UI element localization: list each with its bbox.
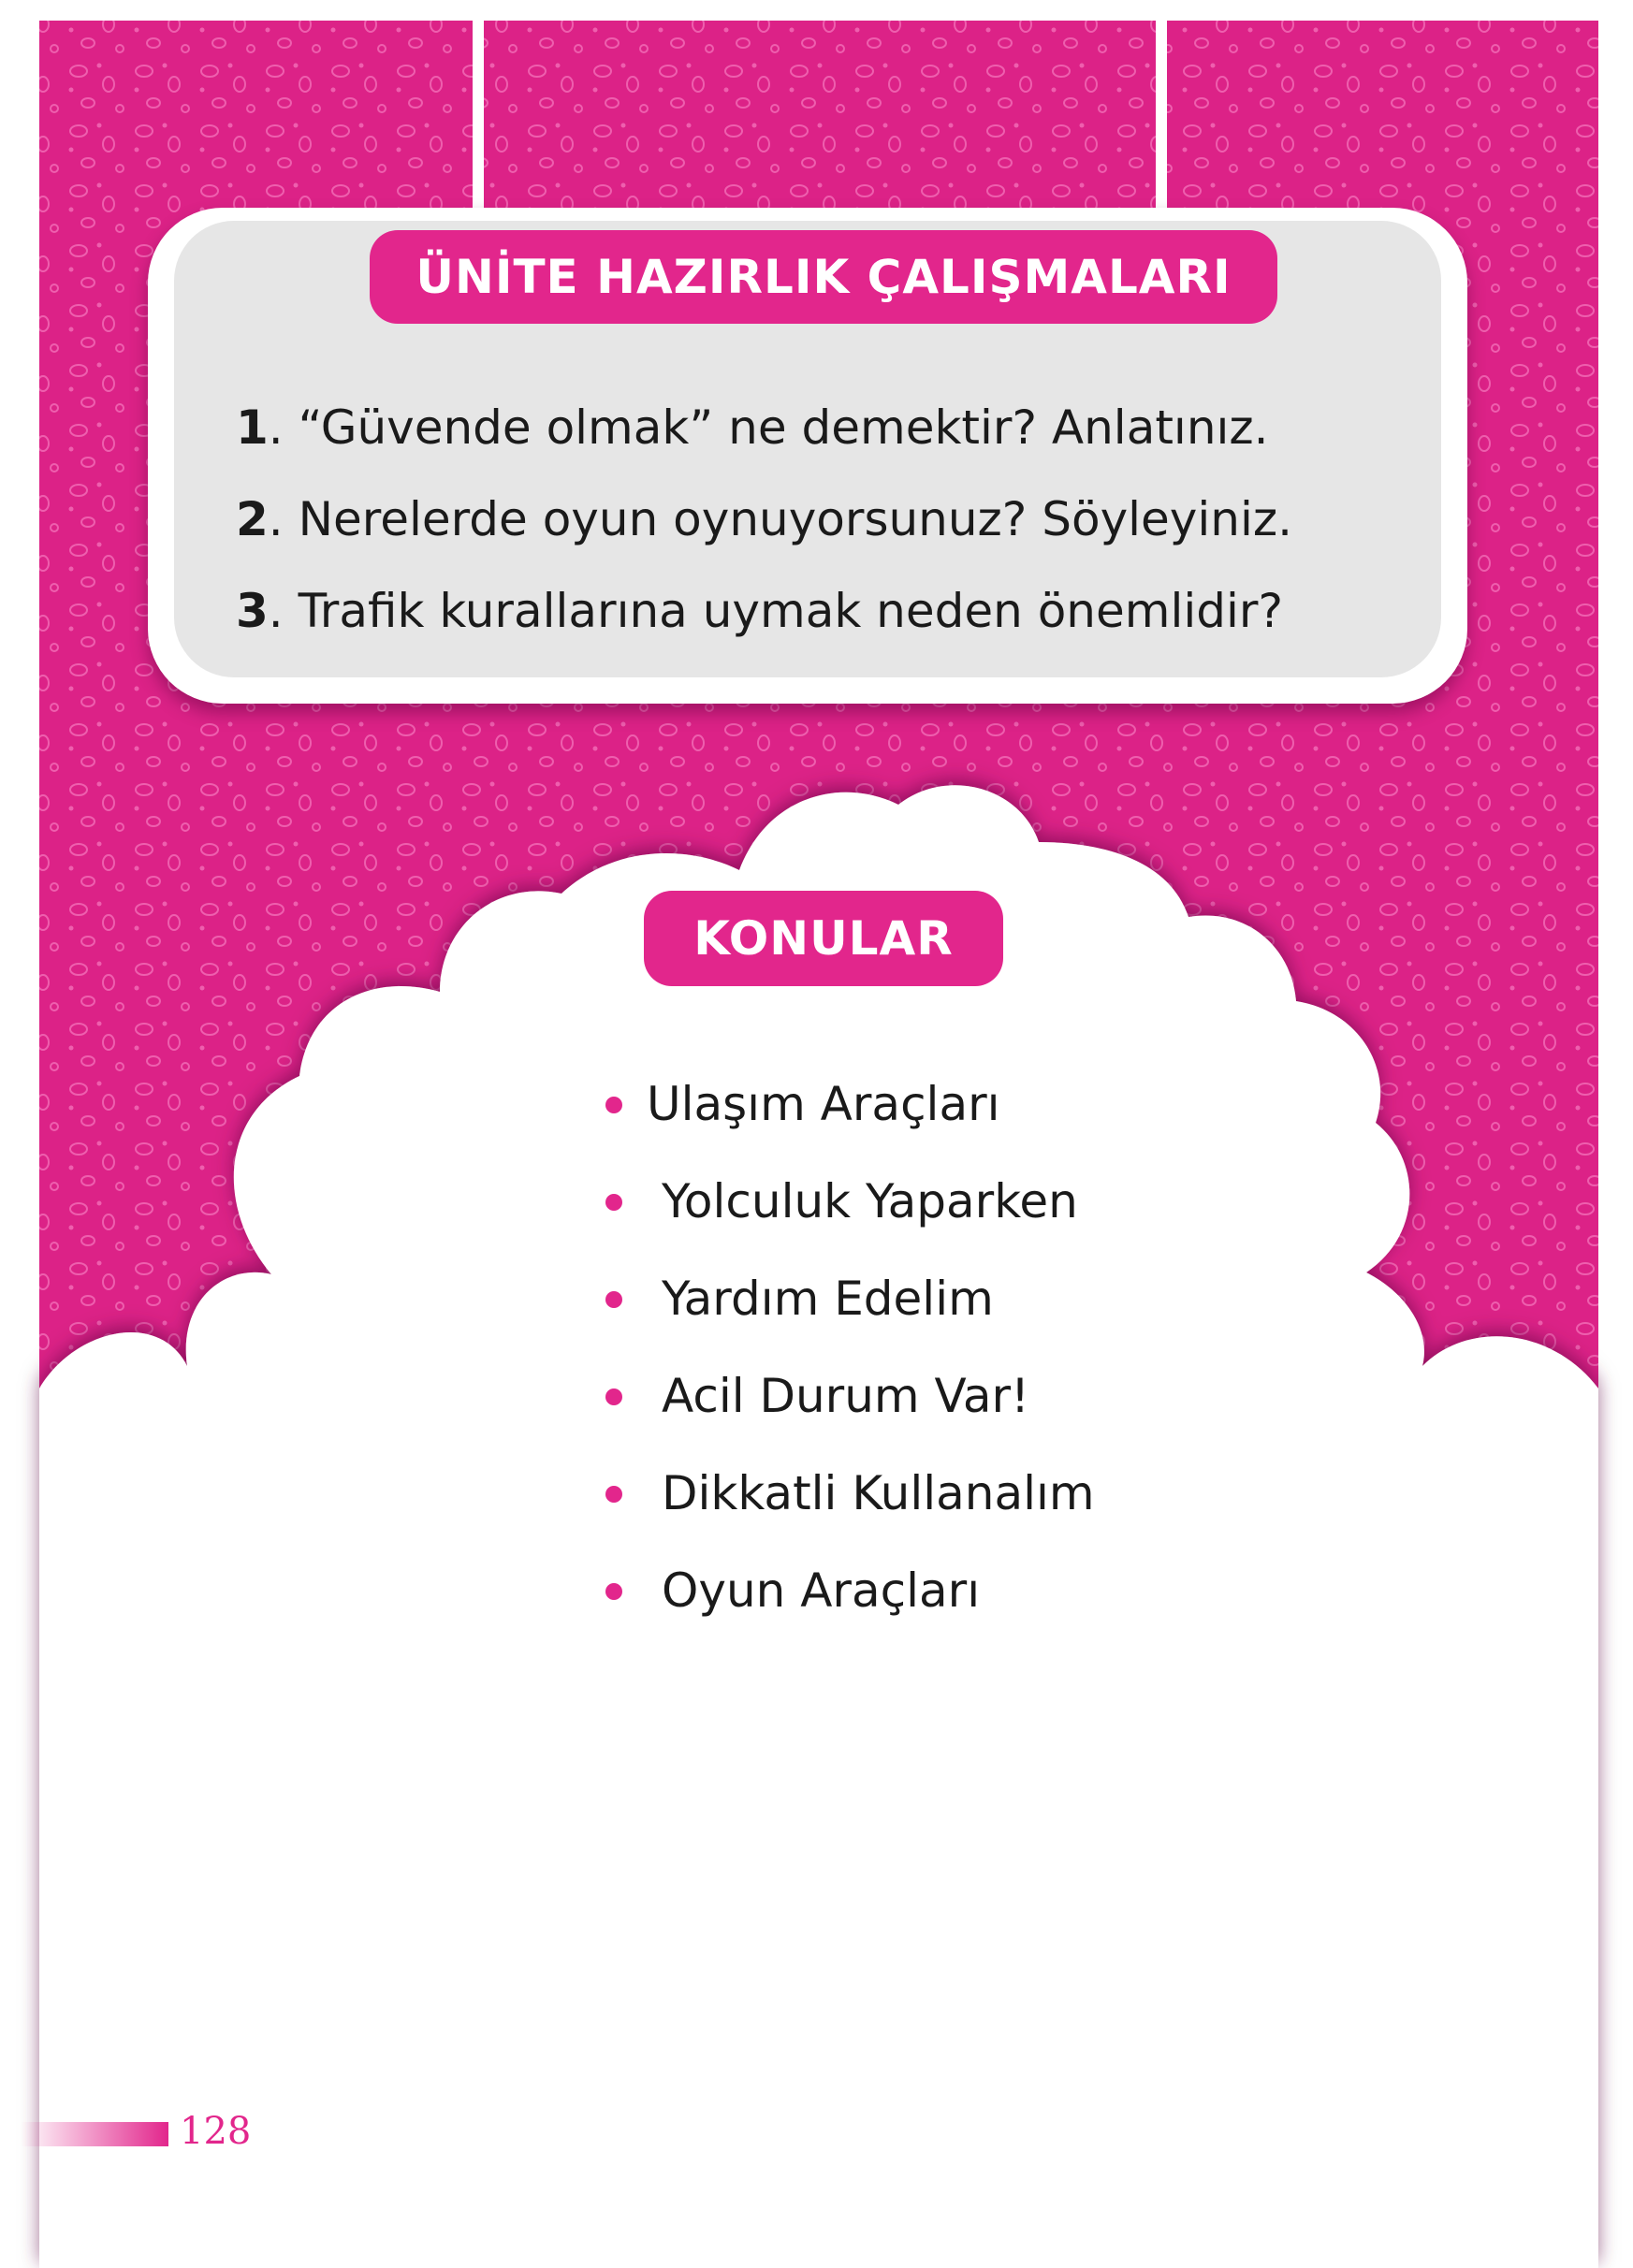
- question-text: . Trafik kurallarına uymak neden önemlidir?: [268, 584, 1283, 638]
- question-text: . Nerelerde oyun oynuyorsunuz? Söyleyiniz.: [268, 492, 1293, 546]
- bullet-dot-icon: [605, 1388, 622, 1405]
- topic-label: Dikkatli Kullanalım: [662, 1466, 1095, 1520]
- topic-label: Yardım Edelim: [662, 1272, 994, 1326]
- topic-item: [604, 1445, 1259, 1542]
- footer-gradient-bar: [21, 2122, 168, 2146]
- topic-label: Yolculuk Yaparken: [662, 1174, 1078, 1228]
- question-number: 2: [236, 492, 269, 546]
- topic-item: [604, 1542, 1259, 1639]
- bullet-dot-icon: [605, 1097, 622, 1113]
- topics-list: [604, 1055, 1259, 1639]
- bullet-dot-icon: [605, 1583, 622, 1600]
- question-text: . “Güvende olmak” ne demektir? Anlatınız.: [268, 400, 1269, 455]
- topics-section-title: KONULAR: [644, 891, 1003, 986]
- bullet-dot-icon: [605, 1486, 622, 1503]
- topic-item: [604, 1347, 1259, 1445]
- bullet-dot-icon: [605, 1194, 622, 1211]
- topic-item: [604, 1153, 1259, 1250]
- question-item: [236, 473, 1359, 565]
- question-number: 3: [236, 584, 269, 638]
- question-item: [236, 565, 1359, 657]
- page-number: 128: [180, 2110, 252, 2153]
- prep-section-title: ÜNİTE HAZIRLIK ÇALIŞMALARI: [370, 230, 1277, 324]
- bullet-dot-icon: [605, 1291, 622, 1308]
- page-footer: [21, 2105, 301, 2152]
- question-list: [236, 382, 1359, 657]
- topic-label: Oyun Araçları: [662, 1563, 981, 1618]
- topic-label: Acil Durum Var!: [662, 1369, 1030, 1423]
- topic-item: [604, 1250, 1259, 1347]
- question-item: [236, 382, 1359, 473]
- question-number: 1: [236, 400, 269, 455]
- topic-item: [604, 1055, 1259, 1153]
- topic-label: Ulaşım Araçları: [647, 1077, 1000, 1131]
